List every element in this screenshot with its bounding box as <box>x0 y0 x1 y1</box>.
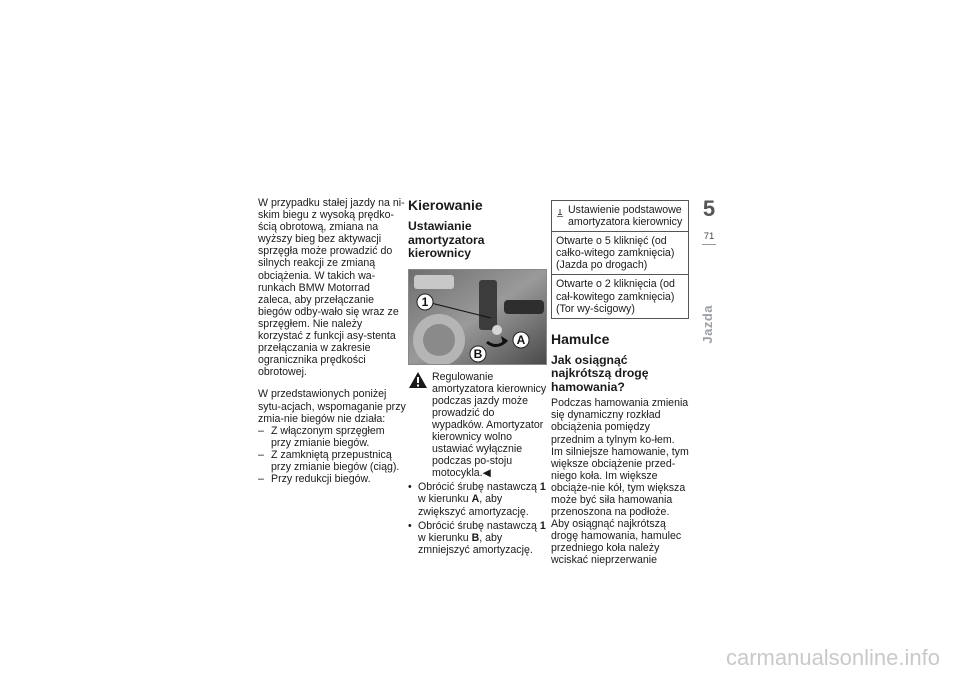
list-item-text: Przy redukcji biegów. <box>271 473 371 486</box>
table-row <box>552 275 689 318</box>
list-item-text: Obrócić śrubę nastawczą 1 w kierunku B, aby zmniejszyć amortyzację. <box>418 519 546 556</box>
paragraph-situations-intro: W przedstawionych poniżej sytu-acjach, wspomaganie przy zmia-nie biegów nie działa: <box>258 388 406 425</box>
column-right <box>551 197 689 567</box>
photo-label-a: A <box>516 332 526 347</box>
column-middle <box>408 197 548 556</box>
bullet-marker: • <box>408 519 412 532</box>
table-row <box>552 232 689 275</box>
setting-table <box>551 200 689 319</box>
warning-triangle-icon <box>408 371 428 389</box>
table-header-text: Ustawienie podstawowe amortyzatora kierownicy <box>568 204 683 229</box>
subheading-shortest-braking: Jak osiągnąć najkrótszą drogę hamowania? <box>551 352 649 394</box>
list-item-text: Z włączonym sprzęgłem przy zmianie biegów. <box>271 424 385 449</box>
paragraph-braking-tip: Aby osiągnąć najkrótszą drogę hamowania, hamulec przedniego koła należy wciskać nieprzerwanie <box>551 518 682 567</box>
list-item-text: Z zamkniętą przepustnicą przy zmianie biegów (ciąg). <box>271 448 400 473</box>
chapter-title: Jazda <box>700 305 715 344</box>
list-item <box>408 520 548 556</box>
table-cell: Otwarte o 5 kliknięć (od całko-witego zamknięcia) (Jazda po drogach) <box>552 232 689 275</box>
warning-block <box>408 371 548 480</box>
table-cell: Otwarte o 2 kliknięcia (od cał-kowitego zamknięcia) (Tor wy-ścigowy) <box>552 275 689 318</box>
dash-marker: – <box>258 448 264 461</box>
list-item <box>258 473 406 485</box>
page-number: 71 <box>703 231 715 242</box>
chapter-number: 5 <box>702 196 716 221</box>
dash-marker: – <box>258 473 264 486</box>
list-item <box>258 449 406 473</box>
table-header-cell <box>552 201 689 232</box>
subheading-steering-damper: Ustawianie amortyzatora kierownicy <box>408 219 485 260</box>
photo-label-1: 1 <box>421 294 429 309</box>
paragraph-braking-load: Podczas hamowania zmienia się dynamiczny rozkład obciążenia pomiędzy przednim a tylnym ko-łem. Im silniejsze hamowanie, tym większe obciążenie przed-niego koła. Im większe obciąże-nie kół, tym większa może być siła hamowania przenoszona na podłoże. <box>551 397 689 519</box>
dash-marker: – <box>258 424 264 437</box>
column-left <box>258 197 406 485</box>
paragraph-shift-assistant: W przypadku stałej jazdy na ni-skim biegu z wysoką prędko-ścią obrotową, zmiana na wyższy bieg bez aktywacji sprzęgła może prowadzić do silnych reakcji ze zmianą obciążenia. W takich wa-runkach BMW Motorrad zaleca, aby przełączanie biegów odby-wało się wraz ze sprzęgłem. Nie należy korzystać z funkcji asy-stenta przełączania w zakresie ogranicznika prędkości obrotowej. <box>258 197 405 379</box>
section-heading-steering: Kierowanie <box>408 197 483 213</box>
list-item-text: Obrócić śrubę nastawczą 1 w kierunku A, aby zwiększyć amortyzację. <box>418 481 546 518</box>
photo-label-b: B <box>473 346 483 361</box>
bullet-marker: • <box>408 481 412 494</box>
section-heading-brakes: Hamulce <box>551 330 610 347</box>
steering-damper-photo <box>408 269 547 365</box>
warning-text: Regulowanie amortyzatora kierownicy podczas jazdy może prowadzić do wypadków. Amortyzator kierownicy wolno ustawiać wyłącznie podczas po-stoju motocykla.◀ <box>432 370 547 480</box>
watermark: carmanualsonline.info <box>725 645 940 670</box>
chapter-tab <box>698 197 720 245</box>
tool-icon <box>556 204 564 222</box>
list-item <box>408 481 548 517</box>
table-row <box>552 201 689 232</box>
list-item <box>258 425 406 449</box>
divider <box>702 244 716 245</box>
